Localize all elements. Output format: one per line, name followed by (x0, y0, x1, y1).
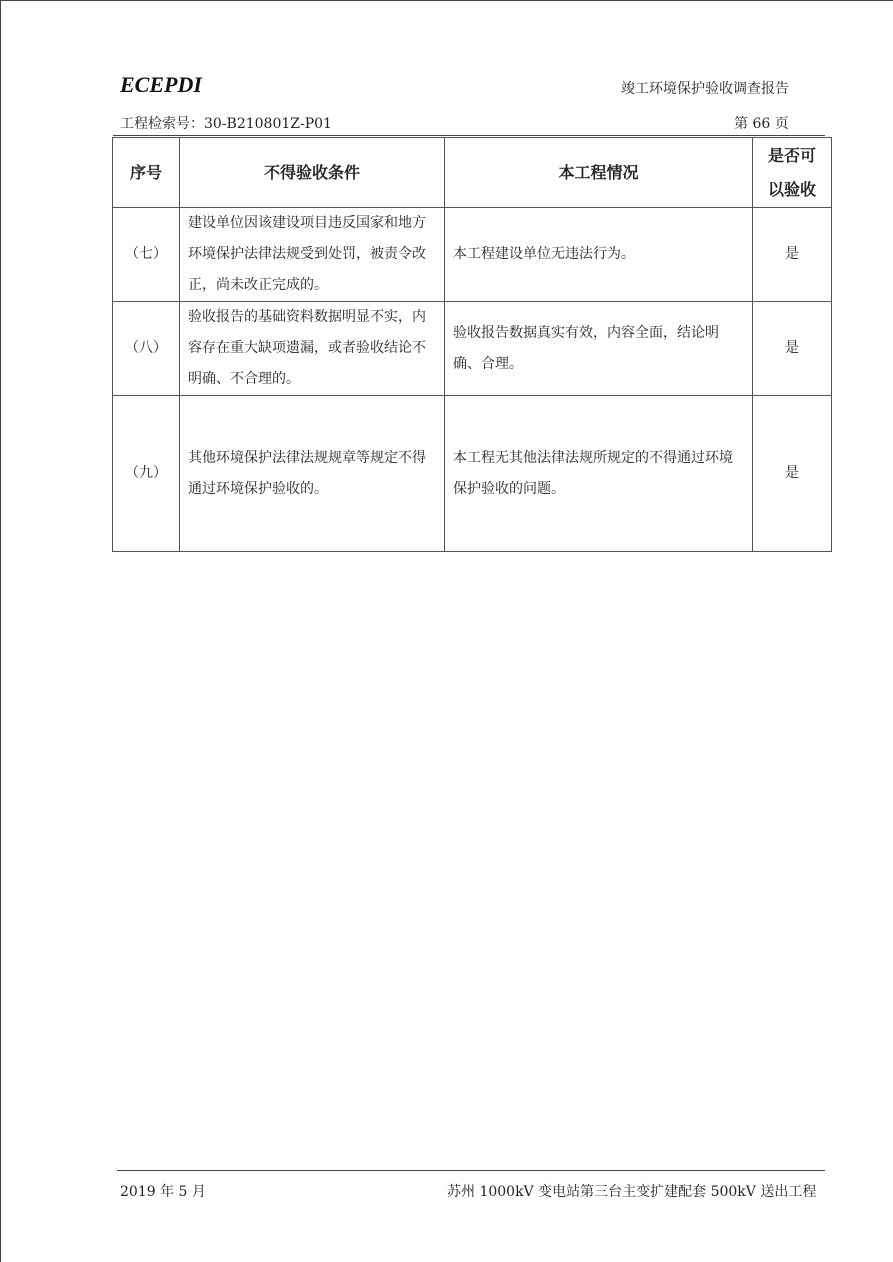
row-index: （九） (113, 396, 180, 552)
table-header-row (113, 138, 832, 208)
row-condition: 验收报告的基础资料数据明显不实，内容存在重大缺项遗漏，或者验收结论不明确、不合理的。 (180, 302, 445, 396)
header-acceptable: 是否可以验收 (753, 138, 832, 208)
table-row (113, 302, 832, 396)
table-row (113, 396, 832, 552)
page-number: 第 66 页 (734, 116, 789, 132)
footer-project-name: 苏州 1000kV 变电站第三台主变扩建配套 500kV 送出工程 (447, 1184, 817, 1200)
row-condition: 建设单位因该建设项目违反国家和地方环境保护法律法规受到处罚，被责令改正，尚未改正完成的。 (180, 208, 445, 302)
retrieval-number: 工程检索号：30-B210801Z-P01 (120, 116, 332, 132)
row-situation: 本工程建设单位无违法行为。 (445, 208, 753, 302)
row-index: （八） (113, 302, 180, 396)
footer-date: 2019 年 5 月 (120, 1184, 206, 1200)
header-situation: 本工程情况 (445, 138, 753, 208)
company-logo: ECEPDI (120, 72, 202, 97)
row-acceptable: 是 (753, 208, 832, 302)
row-index: （七） (113, 208, 180, 302)
header-condition: 不得验收条件 (180, 138, 445, 208)
report-title: 竣工环境保护验收调查报告 (621, 81, 789, 97)
row-acceptable: 是 (753, 302, 832, 396)
row-acceptable: 是 (753, 396, 832, 552)
row-situation: 本工程无其他法律法规所规定的不得通过环境保护验收的问题。 (445, 396, 753, 552)
footer-divider (117, 1170, 825, 1171)
row-condition: 其他环境保护法律法规规章等规定不得通过环境保护验收的。 (180, 396, 445, 552)
header-index: 序号 (113, 138, 180, 208)
table-row (113, 208, 832, 302)
header-divider (113, 135, 825, 136)
row-situation: 验收报告数据真实有效，内容全面，结论明确、合理。 (445, 302, 753, 396)
acceptance-conditions-table (112, 137, 832, 552)
